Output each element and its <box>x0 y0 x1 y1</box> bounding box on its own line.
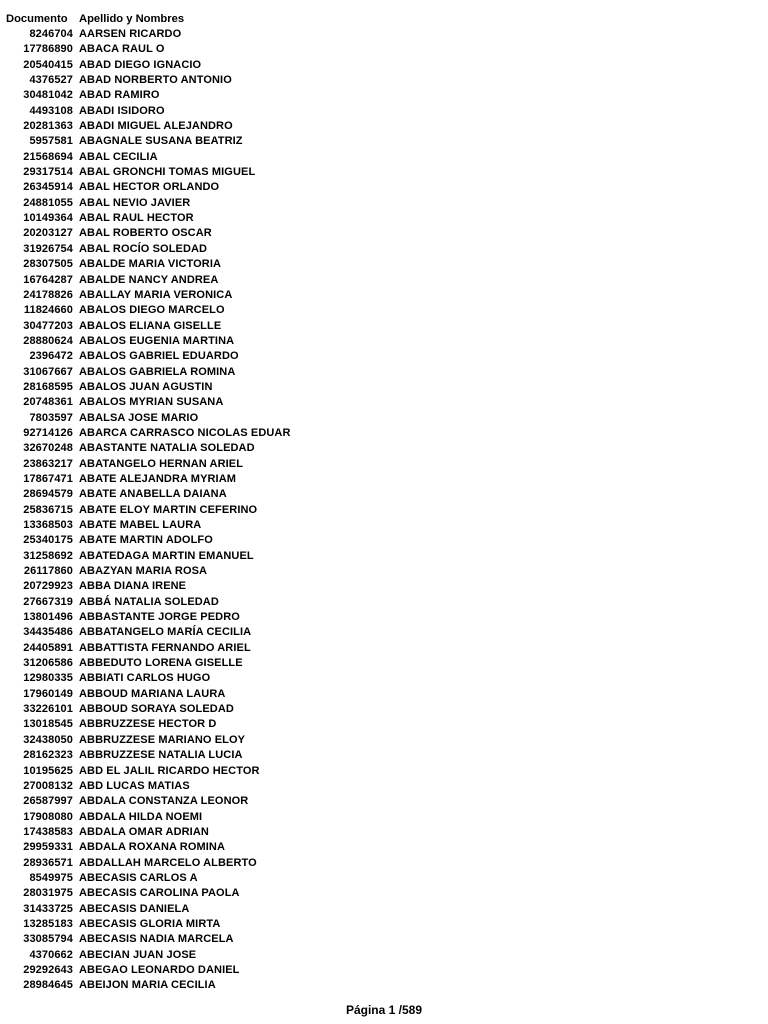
documento-cell: 17960149 <box>23 687 73 700</box>
documento-cell: 29959331 <box>23 841 73 854</box>
documento-cell: 7803597 <box>29 411 73 424</box>
table-row <box>6 257 291 272</box>
documento-cell: 31433725 <box>23 902 73 915</box>
table-row <box>6 379 291 394</box>
table-row <box>6 717 291 732</box>
documento-cell: 20729923 <box>23 580 73 593</box>
nombre-cell: ABATE MABEL LAURA <box>79 519 202 532</box>
table-row <box>6 947 291 962</box>
table-row <box>6 932 291 947</box>
table-row <box>6 471 291 486</box>
documento-cell: 23863217 <box>23 457 73 470</box>
table-row <box>6 809 291 824</box>
table-row <box>6 824 291 839</box>
nombre-cell: ABDALA ROXANA ROMINA <box>79 841 226 854</box>
table-row <box>6 88 291 103</box>
nombre-cell: ABAL GRONCHI TOMAS MIGUEL <box>79 166 256 179</box>
table-row <box>6 870 291 885</box>
table-row <box>6 978 291 993</box>
table-row <box>6 364 291 379</box>
documento-cell: 16764287 <box>23 273 73 286</box>
table-row <box>6 26 291 41</box>
documento-cell: 8246704 <box>29 28 73 41</box>
table-row <box>6 916 291 931</box>
documento-cell: 30477203 <box>23 319 73 332</box>
table-row <box>6 778 291 793</box>
documento-cell: 31258692 <box>23 549 73 562</box>
documento-cell: 10149364 <box>23 212 73 225</box>
table-row <box>6 609 291 624</box>
table-row <box>6 763 291 778</box>
nombre-cell: ABAZYAN MARIA ROSA <box>79 565 208 578</box>
table-row <box>6 901 291 916</box>
nombre-cell: ABECASIS CARLOS A <box>79 871 198 884</box>
nombre-cell: ABAL ROCÍO SOLEDAD <box>79 242 208 255</box>
documento-cell: 8549975 <box>29 871 73 884</box>
documento-cell: 28984645 <box>23 979 73 992</box>
table-row <box>6 548 291 563</box>
nombre-cell: ABAD DIEGO IGNACIO <box>79 58 202 71</box>
documento-cell: 17438583 <box>23 825 73 838</box>
nombre-cell: ABBOUD SORAYA SOLEDAD <box>79 703 234 716</box>
documento-cell: 12980335 <box>23 672 73 685</box>
page-footer: Página 1 /589 <box>345 1003 423 1017</box>
documento-cell: 17786890 <box>23 43 73 56</box>
documento-cell: 24881055 <box>23 196 73 209</box>
nombre-cell: ABBASTANTE JORGE PEDRO <box>79 611 240 624</box>
nombre-cell: ABBRUZZESE HECTOR D <box>79 718 217 731</box>
documento-cell: 92714126 <box>23 426 73 439</box>
nombre-cell: ABALOS MYRIAN SUSANA <box>79 396 224 409</box>
documento-cell: 31926754 <box>23 242 73 255</box>
documento-cell: 20203127 <box>23 227 73 240</box>
table-row <box>6 287 291 302</box>
table-row <box>6 640 291 655</box>
documento-cell: 11824660 <box>23 304 73 317</box>
nombre-cell: ABD LUCAS MATIAS <box>79 779 190 792</box>
document-listing <box>6 11 291 993</box>
documento-cell: 5957581 <box>29 135 73 148</box>
documento-cell: 13801496 <box>23 611 73 624</box>
nombre-cell: ABBATTISTA FERNANDO ARIEL <box>79 641 251 654</box>
nombre-cell: ABAL CECILIA <box>79 150 158 163</box>
table-row <box>6 686 291 701</box>
nombre-cell: ABAGNALE SUSANA BEATRIZ <box>79 135 243 148</box>
nombre-cell: ABECASIS CAROLINA PAOLA <box>79 887 240 900</box>
documento-cell: 17867471 <box>23 472 73 485</box>
table-header <box>6 11 291 26</box>
documento-cell: 33226101 <box>23 703 73 716</box>
table-row <box>6 349 291 364</box>
table-row <box>6 195 291 210</box>
documento-cell: 26117860 <box>23 565 73 578</box>
table-row <box>6 303 291 318</box>
table-row <box>6 487 291 502</box>
nombre-cell: ABALLAY MARIA VERONICA <box>79 288 233 301</box>
table-row <box>6 241 291 256</box>
nombre-cell: ABAL ROBERTO OSCAR <box>79 227 212 240</box>
table-row <box>6 655 291 670</box>
nombre-cell: ABBRUZZESE MARIANO ELOY <box>79 733 246 746</box>
nombre-cell: ABATANGELO HERNAN ARIEL <box>79 457 244 470</box>
table-row <box>6 732 291 747</box>
documento-cell: 25340175 <box>23 534 73 547</box>
nombre-cell: ABATE ALEJANDRA MYRIAM <box>79 472 237 485</box>
table-row <box>6 701 291 716</box>
table-row <box>6 855 291 870</box>
nombre-cell: ABECASIS GLORIA MIRTA <box>79 917 221 930</box>
table-body <box>6 26 291 993</box>
nombre-cell: AARSEN RICARDO <box>79 28 182 41</box>
nombre-cell: ABBA DIANA IRENE <box>79 580 187 593</box>
nombre-cell: ABECASIS DANIELA <box>79 902 190 915</box>
table-row <box>6 118 291 133</box>
documento-cell: 31067667 <box>23 365 73 378</box>
nombre-cell: ABDALA CONSTANZA LEONOR <box>79 795 249 808</box>
nombre-cell: ABALOS EUGENIA MARTINA <box>79 334 235 347</box>
documento-cell: 34435486 <box>23 626 73 639</box>
table-row <box>6 886 291 901</box>
nombre-cell: ABASTANTE NATALIA SOLEDAD <box>79 442 255 455</box>
documento-cell: 28162323 <box>23 749 73 762</box>
documento-cell: 29317514 <box>23 166 73 179</box>
nombre-cell: ABECASIS NADIA MARCELA <box>79 933 234 946</box>
nombre-cell: ABALOS GABRIELA ROMINA <box>79 365 236 378</box>
nombre-cell: ABALOS ELIANA GISELLE <box>79 319 222 332</box>
nombre-cell: ABARCA CARRASCO NICOLAS EDUAR <box>79 426 291 439</box>
documento-cell: 26345914 <box>23 181 73 194</box>
table-row <box>6 134 291 149</box>
table-row <box>6 57 291 72</box>
header-apellido-nombres: Apellido y Nombres <box>79 12 185 25</box>
nombre-cell: ABATEDAGA MARTIN EMANUEL <box>79 549 254 562</box>
nombre-cell: ABBEDUTO LORENA GISELLE <box>79 657 243 670</box>
nombre-cell: ABADI ISIDORO <box>79 104 165 117</box>
table-row <box>6 149 291 164</box>
table-row <box>6 794 291 809</box>
table-row <box>6 395 291 410</box>
nombre-cell: ABAL RAUL HECTOR <box>79 212 194 225</box>
table-row <box>6 180 291 195</box>
documento-cell: 20748361 <box>23 396 73 409</box>
documento-cell: 4370662 <box>29 948 73 961</box>
documento-cell: 28936571 <box>23 856 73 869</box>
nombre-cell: ABDALA HILDA NOEMI <box>79 810 203 823</box>
table-row <box>6 748 291 763</box>
table-row <box>6 962 291 977</box>
table-row <box>6 517 291 532</box>
documento-cell: 32670248 <box>23 442 73 455</box>
nombre-cell: ABBOUD MARIANA LAURA <box>79 687 226 700</box>
nombre-cell: ABATE ELOY MARTIN CEFERINO <box>79 503 258 516</box>
documento-cell: 24178826 <box>23 288 73 301</box>
documento-cell: 25836715 <box>23 503 73 516</box>
nombre-cell: ABECIAN JUAN JOSE <box>79 948 197 961</box>
documento-cell: 27667319 <box>23 595 73 608</box>
nombre-cell: ABAD RAMIRO <box>79 89 160 102</box>
table-row <box>6 456 291 471</box>
nombre-cell: ABALDE MARIA VICTORIA <box>79 258 222 271</box>
table-row <box>6 533 291 548</box>
documento-cell: 30481042 <box>23 89 73 102</box>
documento-cell: 20281363 <box>23 120 73 133</box>
table-row <box>6 164 291 179</box>
nombre-cell: ABALOS JUAN AGUSTIN <box>79 380 213 393</box>
documento-cell: 32438050 <box>23 733 73 746</box>
nombre-cell: ABALSA JOSE MARIO <box>79 411 199 424</box>
documento-cell: 17908080 <box>23 810 73 823</box>
documento-cell: 13018545 <box>23 718 73 731</box>
nombre-cell: ABADI MIGUEL ALEJANDRO <box>79 120 233 133</box>
nombre-cell: ABAL NEVIO JAVIER <box>79 196 191 209</box>
nombre-cell: ABAD NORBERTO ANTONIO <box>79 74 232 87</box>
documento-cell: 28694579 <box>23 488 73 501</box>
table-row <box>6 502 291 517</box>
nombre-cell: ABBATANGELO MARÍA CECILIA <box>79 626 252 639</box>
documento-cell: 13368503 <box>23 519 73 532</box>
documento-cell: 27008132 <box>23 779 73 792</box>
table-row <box>6 441 291 456</box>
nombre-cell: ABALDE NANCY ANDREA <box>79 273 219 286</box>
nombre-cell: ABALOS GABRIEL EDUARDO <box>79 350 239 363</box>
table-row <box>6 318 291 333</box>
nombre-cell: ABDALLAH MARCELO ALBERTO <box>79 856 257 869</box>
nombre-cell: ABATE MARTIN ADOLFO <box>79 534 213 547</box>
documento-cell: 24405891 <box>23 641 73 654</box>
nombre-cell: ABEGAO LEONARDO DANIEL <box>79 963 240 976</box>
table-row <box>6 103 291 118</box>
documento-cell: 28031975 <box>23 887 73 900</box>
table-row <box>6 425 291 440</box>
nombre-cell: ABAL HECTOR ORLANDO <box>79 181 220 194</box>
nombre-cell: ABATE ANABELLA DAIANA <box>79 488 227 501</box>
header-documento: Documento <box>6 12 68 25</box>
documento-cell: 26587997 <box>23 795 73 808</box>
nombre-cell: ABD EL JALIL RICARDO HECTOR <box>79 764 260 777</box>
documento-cell: 10195625 <box>23 764 73 777</box>
documento-cell: 4493108 <box>29 104 73 117</box>
table-row <box>6 410 291 425</box>
table-row <box>6 579 291 594</box>
table-row <box>6 333 291 348</box>
table-row <box>6 563 291 578</box>
table-row <box>6 272 291 287</box>
documento-cell: 28307505 <box>23 258 73 271</box>
table-row <box>6 671 291 686</box>
nombre-cell: ABEIJON MARIA CECILIA <box>79 979 216 992</box>
documento-cell: 20540415 <box>23 58 73 71</box>
nombre-cell: ABACA RAUL O <box>79 43 165 56</box>
table-row <box>6 42 291 57</box>
documento-cell: 21568694 <box>23 150 73 163</box>
table-row <box>6 210 291 225</box>
documento-cell: 13285183 <box>23 917 73 930</box>
nombre-cell: ABBRUZZESE NATALIA LUCIA <box>79 749 243 762</box>
documento-cell: 4376527 <box>29 74 73 87</box>
table-row <box>6 840 291 855</box>
nombre-cell: ABDALA OMAR ADRIAN <box>79 825 209 838</box>
nombre-cell: ABBIATI CARLOS HUGO <box>79 672 211 685</box>
documento-cell: 31206586 <box>23 657 73 670</box>
documento-cell: 29292643 <box>23 963 73 976</box>
table-row <box>6 625 291 640</box>
table-row <box>6 72 291 87</box>
nombre-cell: ABALOS DIEGO MARCELO <box>79 304 225 317</box>
documento-cell: 33085794 <box>23 933 73 946</box>
documento-cell: 28168595 <box>23 380 73 393</box>
table-row <box>6 226 291 241</box>
documento-cell: 2396472 <box>29 350 73 363</box>
nombre-cell: ABBÁ NATALIA SOLEDAD <box>79 595 219 608</box>
table-row <box>6 594 291 609</box>
documento-cell: 28880624 <box>23 334 73 347</box>
